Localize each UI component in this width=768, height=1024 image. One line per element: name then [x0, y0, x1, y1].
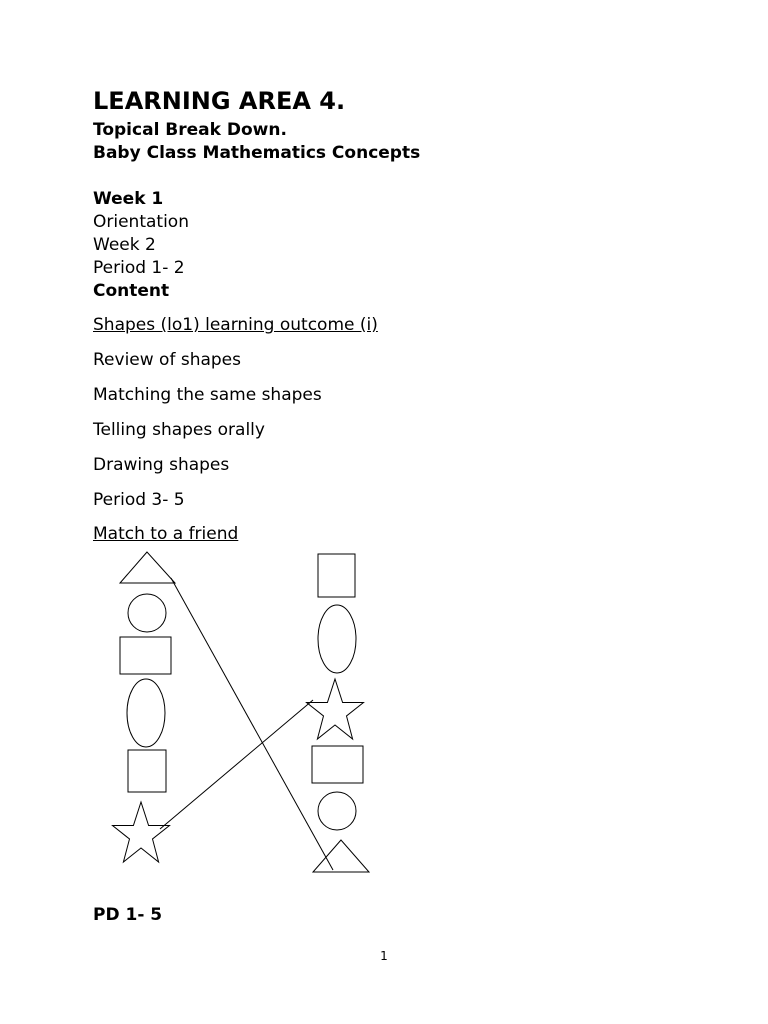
pd-footer: PD 1- 5 — [93, 905, 163, 925]
document-title: LEARNING AREA 4. — [93, 87, 346, 115]
content-heading: Content — [93, 281, 170, 301]
list-item: Telling shapes orally — [93, 420, 265, 440]
right-square-shape — [318, 554, 355, 597]
right-circle-shape — [318, 792, 356, 830]
right-star-shape — [307, 679, 364, 739]
week-1-heading: Week 1 — [93, 189, 164, 209]
right-oval-shape — [318, 605, 356, 673]
subtitle-topical: Topical Break Down. — [93, 120, 287, 140]
shapes-heading: Shapes (lo1) learning outcome (i) — [93, 315, 378, 335]
period-1-2-text: Period 1- 2 — [93, 258, 185, 278]
right-rectangle-shape — [312, 746, 363, 783]
triangle-match-line — [171, 578, 333, 870]
period-3-5-text: Period 3- 5 — [93, 490, 185, 510]
left-rectangle-shape — [120, 637, 171, 674]
page-number: 1 — [380, 949, 388, 963]
week-2-text: Week 2 — [93, 235, 156, 255]
star-match-line — [160, 700, 313, 829]
list-item: Matching the same shapes — [93, 385, 322, 405]
list-item: Review of shapes — [93, 350, 242, 370]
orientation-text: Orientation — [93, 212, 189, 232]
subtitle-mathematics: Baby Class Mathematics Concepts — [93, 143, 421, 163]
left-triangle-shape — [120, 552, 175, 583]
left-circle-shape — [128, 594, 166, 632]
activity-heading: Match to a friend — [93, 524, 239, 544]
left-oval-shape — [127, 679, 165, 747]
list-item: Drawing shapes — [93, 455, 230, 475]
left-square-shape — [128, 750, 166, 792]
right-triangle-shape — [313, 840, 369, 872]
left-star-shape — [113, 802, 170, 862]
